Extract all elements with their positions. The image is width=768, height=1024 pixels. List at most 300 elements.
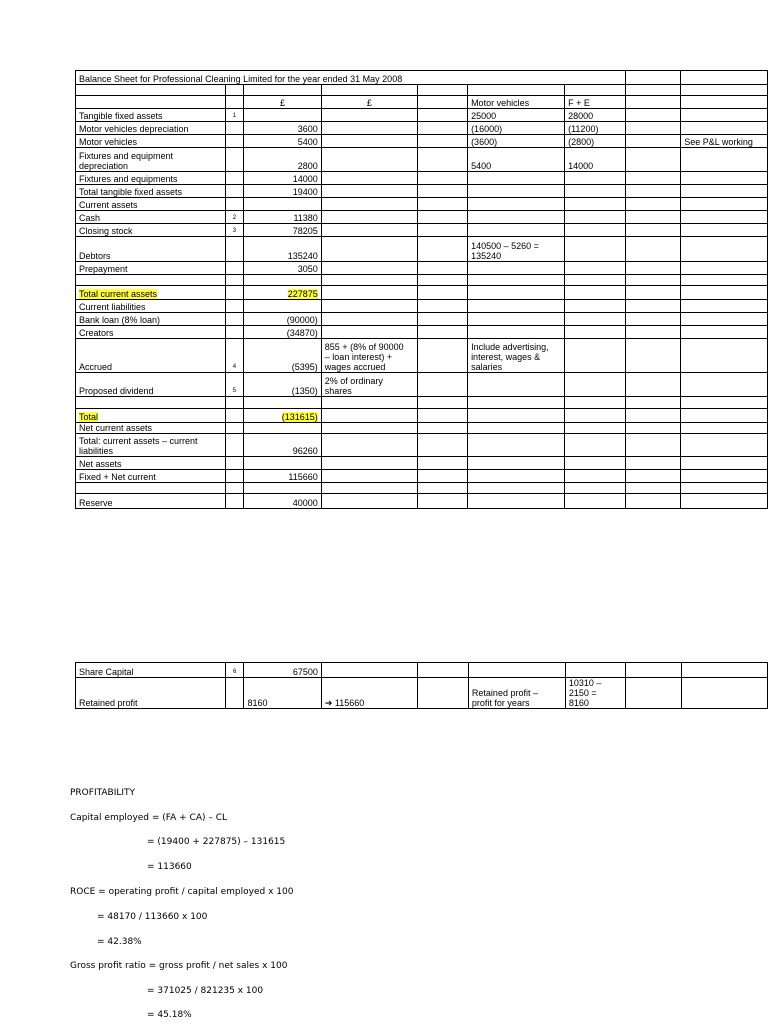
- table-row: [76, 224, 768, 237]
- table1-cell-r12-c7: [625, 237, 681, 262]
- table1-cell-r5-c8: See P&L working: [681, 135, 768, 148]
- table1-cell-r9-c4: [417, 198, 467, 211]
- table1-cell-r14-c2: [244, 275, 322, 286]
- table2-cell-r1-c7: [626, 678, 682, 709]
- table-row: [76, 122, 768, 135]
- table1-cell-r3-c1: 1: [225, 109, 243, 122]
- table1-cell-r25-c2: [244, 457, 322, 470]
- table1-cell-r7-c1: [225, 172, 243, 185]
- table1-cell-r1-c1: [225, 85, 243, 96]
- table1-cell-r17-c7: [625, 313, 681, 326]
- table-row: [76, 211, 768, 224]
- table1-cell-r4-c1: [225, 122, 243, 135]
- table1-cell-r3-c0: Tangible fixed assets: [76, 109, 226, 122]
- table1-cell-r19-c2: (5395): [244, 339, 322, 373]
- table1-cell-r15-c3: [321, 286, 417, 300]
- table1-cell-r10-c8: [681, 211, 768, 224]
- table1-cell-r4-c6: (11200): [565, 122, 625, 135]
- table1-cell-r12-c3: [321, 237, 417, 262]
- table1-cell-r15-c0: [76, 286, 226, 300]
- table-row: [76, 237, 768, 262]
- table1-cell-r6-c7: [625, 148, 681, 172]
- table1-cell-r26-c4: [417, 470, 467, 483]
- table1-cell-r5-c6: (2800): [565, 135, 625, 148]
- table1-cell-r14-c3: [321, 275, 417, 286]
- table1-cell-r6-c6: 14000: [565, 148, 625, 172]
- table2-cell-r1-c5: Retained profit – profit for years: [468, 678, 565, 709]
- table1-cell-r22-c4: [417, 409, 467, 423]
- table1-cell-r3-c8: [681, 109, 768, 122]
- table1-cell-r16-c0: Current liabilities: [76, 300, 226, 313]
- table1-cell-r8-c0: Total tangible fixed assets: [76, 185, 226, 198]
- table1-cell-r14-c6: [565, 275, 625, 286]
- table1-cell-r8-c8: [681, 185, 768, 198]
- table-row: [76, 172, 768, 185]
- table1-cell-r5-c2: 5400: [244, 135, 322, 148]
- table1-cell-r24-c5: [468, 434, 565, 457]
- table1-cell-r18-c8: [681, 326, 768, 339]
- table1-cell-r1-c0: [76, 85, 226, 96]
- table1-cell-r20-c5: [468, 373, 565, 397]
- table1-cell-r23-c7: [625, 423, 681, 434]
- table1-cell-r24-c6: [565, 434, 625, 457]
- table1-cell-r23-c6: [565, 423, 625, 434]
- table2-cell-r0-c8: [682, 663, 768, 678]
- table1-cell-r27-c8: [681, 483, 768, 494]
- highlighted-value: (131615): [281, 412, 318, 422]
- table1-cell-r1-c7: [625, 85, 681, 96]
- table1-cell-r27-c6: [565, 483, 625, 494]
- table1-cell-r4-c2: 3600: [244, 122, 322, 135]
- table1-cell-r16-c7: [625, 300, 681, 313]
- table1-cell-r6-c5: 5400: [468, 148, 565, 172]
- capital-employed-substitution: = (19400 + 227875) – 131615: [147, 837, 286, 847]
- table1-cell-r6-c3: [321, 148, 417, 172]
- table1-cell-r25-c7: [625, 457, 681, 470]
- table2-cell-r1-c0: Retained profit: [76, 678, 226, 709]
- table1-cell-r15-c1: [225, 286, 243, 300]
- table1-cell-r11-c2: 78205: [244, 224, 322, 237]
- table1-cell-r7-c6: [565, 172, 625, 185]
- table1-cell-r11-c1: 3: [225, 224, 243, 237]
- table-row: [76, 457, 768, 470]
- highlighted-value: Total: [79, 412, 99, 422]
- table1-cell-r17-c1: [225, 313, 243, 326]
- table1-cell-r14-c0: [76, 275, 226, 286]
- table1-cell-r12-c4: [417, 237, 467, 262]
- table1-cell-r23-c1: [225, 423, 243, 434]
- table1-cell-r9-c7: [625, 198, 681, 211]
- table1-cell-r13-c6: [565, 262, 625, 275]
- capital-employed-formula: Capital employed = (FA + CA) – CL: [70, 813, 228, 823]
- gross-profit-ratio-substitution: = 371025 / 821235 x 100: [147, 986, 264, 996]
- table1-cell-r11-c5: [468, 224, 565, 237]
- table1-cell-r18-c3: [321, 326, 417, 339]
- table1-cell-r8-c5: [468, 185, 565, 198]
- table1-cell-r10-c4: [417, 211, 467, 224]
- table1-cell-r7-c4: [417, 172, 467, 185]
- profitability-heading: PROFITABILITY: [70, 788, 136, 798]
- table1-cell-r17-c2: (90000): [244, 313, 322, 326]
- table1-cell-r2-c2: £: [244, 96, 322, 109]
- table2-cell-r0-c7: [626, 663, 682, 678]
- table-row: [76, 483, 768, 494]
- table1-cell-r1-c6: [565, 85, 625, 96]
- table1-cell-r8-c7: [625, 185, 681, 198]
- table1-cell-r18-c6: [565, 326, 625, 339]
- table1-cell-r22-c2: [244, 409, 322, 423]
- table1-cell-r0-c8: [681, 71, 768, 85]
- table1-cell-r24-c4: [417, 434, 467, 457]
- balance-sheet-table: [75, 70, 768, 509]
- table1-cell-r7-c2: 14000: [244, 172, 322, 185]
- table-row: [76, 373, 768, 397]
- table1-cell-r5-c1: [225, 135, 243, 148]
- table1-cell-r18-c7: [625, 326, 681, 339]
- table1-cell-r10-c2: 11380: [244, 211, 322, 224]
- table1-cell-r24-c0: Total: current assets – current liabilities: [76, 434, 226, 457]
- table2-cell-r1-c4: [418, 678, 469, 709]
- table1-cell-r25-c4: [417, 457, 467, 470]
- table1-cell-r12-c6: [565, 237, 625, 262]
- table1-cell-r12-c0: Debtors: [76, 237, 226, 262]
- table1-cell-r14-c7: [625, 275, 681, 286]
- table2-cell-r0-c1: 6: [225, 663, 244, 678]
- table1-cell-r12-c1: [225, 237, 243, 262]
- table1-cell-r4-c5: (16000): [468, 122, 565, 135]
- table1-cell-r2-c6: F + E: [565, 96, 625, 109]
- table1-cell-r17-c8: [681, 313, 768, 326]
- table-row: [76, 71, 768, 85]
- table1-cell-r28-c2: 40000: [244, 494, 322, 509]
- table1-cell-r5-c5: (3600): [468, 135, 565, 148]
- table1-cell-r16-c4: [417, 300, 467, 313]
- table1-cell-r10-c7: [625, 211, 681, 224]
- table1-cell-r4-c3: [321, 122, 417, 135]
- table1-cell-r27-c3: [321, 483, 417, 494]
- table1-cell-r17-c5: [468, 313, 565, 326]
- table1-cell-r3-c7: [625, 109, 681, 122]
- table1-cell-r13-c8: [681, 262, 768, 275]
- table-row: [76, 423, 768, 434]
- table1-cell-r16-c5: [468, 300, 565, 313]
- table1-cell-r23-c4: [417, 423, 467, 434]
- table1-cell-r21-c8: [681, 397, 768, 409]
- table1-cell-r26-c0: Fixed + Net current: [76, 470, 226, 483]
- table1-cell-r15-c5: [468, 286, 565, 300]
- table1-cell-r27-c5: [468, 483, 565, 494]
- table2-cell-r1-c2: 8160: [244, 678, 321, 709]
- table1-cell-r19-c7: [625, 339, 681, 373]
- table1-cell-r24-c1: [225, 434, 243, 457]
- table1-cell-r0-c0: Balance Sheet for Professional Cleaning Limited for the year ended 31 May 2008: [76, 71, 626, 85]
- table1-cell-r12-c2: 135240: [244, 237, 322, 262]
- table1-cell-r15-c8: [681, 286, 768, 300]
- table1-cell-r25-c1: [225, 457, 243, 470]
- table1-cell-r24-c8: [681, 434, 768, 457]
- table1-cell-r7-c0: Fixtures and equipments: [76, 172, 226, 185]
- table1-cell-r13-c7: [625, 262, 681, 275]
- table1-cell-r7-c8: [681, 172, 768, 185]
- table1-cell-r3-c2: [244, 109, 322, 122]
- table1-cell-r26-c1: [225, 470, 243, 483]
- table1-cell-r1-c3: [321, 85, 417, 96]
- table1-cell-r9-c2: [244, 198, 322, 211]
- table2-cell-r0-c4: [418, 663, 469, 678]
- table1-cell-r22-c6: [565, 409, 625, 423]
- table-row: [76, 185, 768, 198]
- table-row: [76, 262, 768, 275]
- table2-cell-r1-c6: 10310 – 2150 = 8160: [565, 678, 625, 709]
- table1-cell-r26-c2: 115660: [244, 470, 322, 483]
- roce-result: = 42.38%: [97, 937, 142, 947]
- table-row: [76, 85, 768, 96]
- table1-cell-r2-c0: [76, 96, 226, 109]
- table1-cell-r5-c0: Motor vehicles: [76, 135, 226, 148]
- table1-cell-r20-c4: [417, 373, 467, 397]
- table1-cell-r23-c5: [468, 423, 565, 434]
- table1-cell-r14-c4: [417, 275, 467, 286]
- table1-cell-r22-c0: [76, 409, 226, 423]
- table1-cell-r7-c3: [321, 172, 417, 185]
- table1-cell-r18-c1: [225, 326, 243, 339]
- table1-cell-r13-c0: Prepayment: [76, 262, 226, 275]
- table1-cell-r2-c5: Motor vehicles: [468, 96, 565, 109]
- table1-cell-r17-c6: [565, 313, 625, 326]
- table1-cell-r18-c4: [417, 326, 467, 339]
- table1-cell-r16-c6: [565, 300, 625, 313]
- table1-cell-r2-c7: [625, 96, 681, 109]
- table1-cell-r28-c8: [681, 494, 768, 509]
- table1-cell-r19-c0: Accrued: [76, 339, 226, 373]
- highlighted-value: Total current assets: [79, 289, 158, 299]
- table1-cell-r20-c7: [625, 373, 681, 397]
- table1-cell-r27-c4: [417, 483, 467, 494]
- table1-cell-r25-c8: [681, 457, 768, 470]
- table1-cell-r13-c5: [468, 262, 565, 275]
- table1-cell-r13-c4: [417, 262, 467, 275]
- table1-cell-r8-c6: [565, 185, 625, 198]
- table1-cell-r28-c4: [417, 494, 467, 509]
- table1-cell-r1-c4: [417, 85, 467, 96]
- table-row: [76, 148, 768, 172]
- table1-cell-r4-c4: [417, 122, 467, 135]
- table2-cell-r0-c3: [321, 663, 418, 678]
- table1-cell-r10-c0: Cash: [76, 211, 226, 224]
- table1-cell-r5-c4: [417, 135, 467, 148]
- table1-cell-r4-c8: [681, 122, 768, 135]
- table-row: [76, 275, 768, 286]
- table1-cell-r26-c7: [625, 470, 681, 483]
- table1-cell-r27-c1: [225, 483, 243, 494]
- table1-cell-r28-c3: [321, 494, 417, 509]
- table1-cell-r25-c3: [321, 457, 417, 470]
- table1-cell-r20-c3: 2% of ordinary shares: [321, 373, 417, 397]
- table1-cell-r17-c0: Bank loan (8% loan): [76, 313, 226, 326]
- table1-cell-r10-c6: [565, 211, 625, 224]
- table1-cell-r11-c6: [565, 224, 625, 237]
- table1-cell-r6-c1: [225, 148, 243, 172]
- table1-cell-r3-c3: [321, 109, 417, 122]
- table1-cell-r11-c0: Closing stock: [76, 224, 226, 237]
- table1-cell-r5-c3: [321, 135, 417, 148]
- capital-employed-result: = 113660: [147, 862, 192, 872]
- table1-cell-r11-c3: [321, 224, 417, 237]
- table1-cell-r9-c1: [225, 198, 243, 211]
- table1-cell-r16-c2: [244, 300, 322, 313]
- table1-cell-r15-c2: [244, 286, 322, 300]
- table1-cell-r6-c4: [417, 148, 467, 172]
- table-row: [76, 198, 768, 211]
- table1-cell-r10-c5: [468, 211, 565, 224]
- share-capital-table: [75, 662, 768, 709]
- table1-cell-r22-c1: [225, 409, 243, 423]
- table1-cell-r7-c5: [468, 172, 565, 185]
- table1-cell-r27-c0: [76, 483, 226, 494]
- table1-cell-r19-c8: [681, 339, 768, 373]
- table1-cell-r7-c7: [625, 172, 681, 185]
- table1-cell-r14-c1: [225, 275, 243, 286]
- table1-cell-r4-c0: Motor vehicles depreciation: [76, 122, 226, 135]
- table1-cell-r16-c3: [321, 300, 417, 313]
- table2-cell-r1-c8: [682, 678, 768, 709]
- table1-cell-r2-c1: [225, 96, 243, 109]
- table1-cell-r21-c6: [565, 397, 625, 409]
- table1-cell-r15-c6: [565, 286, 625, 300]
- table1-cell-r0-c7: [625, 71, 681, 85]
- table1-cell-r9-c5: [468, 198, 565, 211]
- table1-cell-r18-c0: Creators: [76, 326, 226, 339]
- table-row: [76, 434, 768, 457]
- table2-cell-r0-c2: 67500: [244, 663, 321, 678]
- table1-cell-r6-c8: [681, 148, 768, 172]
- table1-cell-r24-c7: [625, 434, 681, 457]
- table1-cell-r25-c6: [565, 457, 625, 470]
- table1-cell-r2-c4: [417, 96, 467, 109]
- table1-cell-r13-c2: 3050: [244, 262, 322, 275]
- table1-cell-r1-c8: [681, 85, 768, 96]
- table1-cell-r12-c8: [681, 237, 768, 262]
- table1-cell-r22-c3: [321, 409, 417, 423]
- table1-cell-r28-c6: [565, 494, 625, 509]
- table-row: [76, 409, 768, 423]
- table1-cell-r16-c8: [681, 300, 768, 313]
- roce-substitution: = 48170 / 113660 x 100: [97, 912, 208, 922]
- roce-formula: ROCE = operating profit / capital employed x 100: [70, 887, 294, 897]
- table1-cell-r11-c7: [625, 224, 681, 237]
- table1-cell-r20-c1: 5: [225, 373, 243, 397]
- table1-cell-r3-c5: 25000: [468, 109, 565, 122]
- table1-cell-r1-c5: [468, 85, 565, 96]
- table1-cell-r8-c1: [225, 185, 243, 198]
- table1-cell-r28-c1: [225, 494, 243, 509]
- table-row: [76, 494, 768, 509]
- table-row: [76, 109, 768, 122]
- table1-cell-r28-c5: [468, 494, 565, 509]
- table-row: [76, 313, 768, 326]
- table2-cell-r1-c3: ➔ 115660: [321, 678, 418, 709]
- table1-cell-r18-c2: (34870): [244, 326, 322, 339]
- table1-cell-r2-c8: [681, 96, 768, 109]
- table1-cell-r8-c3: [321, 185, 417, 198]
- table2-cell-r0-c5: [468, 663, 565, 678]
- table1-cell-r8-c2: 19400: [244, 185, 322, 198]
- table1-cell-r28-c7: [625, 494, 681, 509]
- table1-cell-r27-c2: [244, 483, 322, 494]
- table1-cell-r23-c2: [244, 423, 322, 434]
- table1-cell-r6-c0: Fixtures and equipment depreciation: [76, 148, 226, 172]
- table1-cell-r21-c7: [625, 397, 681, 409]
- table1-cell-r28-c0: Reserve: [76, 494, 226, 509]
- table1-cell-r13-c3: [321, 262, 417, 275]
- table2-cell-r1-c1: [225, 678, 244, 709]
- table1-cell-r11-c8: [681, 224, 768, 237]
- table1-cell-r21-c3: [321, 397, 417, 409]
- table1-cell-r3-c4: [417, 109, 467, 122]
- table1-cell-r14-c8: [681, 275, 768, 286]
- table1-cell-r18-c5: [468, 326, 565, 339]
- table1-cell-r9-c0: Current assets: [76, 198, 226, 211]
- table-row: [76, 470, 768, 483]
- table1-cell-r16-c1: [225, 300, 243, 313]
- table1-cell-r20-c2: (1350): [244, 373, 322, 397]
- table1-cell-r25-c0: Net assets: [76, 457, 226, 470]
- table-row: [76, 663, 768, 678]
- table1-cell-r14-c5: [468, 275, 565, 286]
- table1-cell-r27-c7: [625, 483, 681, 494]
- table1-cell-r26-c8: [681, 470, 768, 483]
- table-row: [76, 286, 768, 300]
- table1-cell-r20-c6: [565, 373, 625, 397]
- table1-cell-r6-c2: 2800: [244, 148, 322, 172]
- table1-cell-r4-c7: [625, 122, 681, 135]
- table1-cell-r21-c0: [76, 397, 226, 409]
- table1-cell-r21-c2: [244, 397, 322, 409]
- table1-cell-r9-c6: [565, 198, 625, 211]
- table1-cell-r23-c0: Net current assets: [76, 423, 226, 434]
- table1-cell-r15-c4: [417, 286, 467, 300]
- highlighted-value: 227875: [287, 289, 318, 299]
- table-row: [76, 135, 768, 148]
- table2-cell-r0-c6: [565, 663, 625, 678]
- table1-cell-r20-c8: [681, 373, 768, 397]
- table-row: [76, 326, 768, 339]
- table1-cell-r11-c4: [417, 224, 467, 237]
- table1-cell-r23-c8: [681, 423, 768, 434]
- table1-cell-r10-c1: 2: [225, 211, 243, 224]
- table1-cell-r19-c5: Include advertising, interest, wages & salaries: [468, 339, 565, 373]
- table-row: [76, 96, 768, 109]
- table-row: [76, 397, 768, 409]
- table-row: [76, 300, 768, 313]
- table1-cell-r20-c0: Proposed dividend: [76, 373, 226, 397]
- gross-profit-ratio-result: = 45.18%: [147, 1010, 192, 1020]
- table1-cell-r26-c6: [565, 470, 625, 483]
- table1-cell-r9-c3: [321, 198, 417, 211]
- table1-cell-r19-c3: 855 + (8% of 90000 – loan interest) + wages accrued: [321, 339, 417, 373]
- table1-cell-r17-c4: [417, 313, 467, 326]
- table1-cell-r22-c5: [468, 409, 565, 423]
- table2-cell-r0-c0: Share Capital: [76, 663, 226, 678]
- table1-cell-r8-c4: [417, 185, 467, 198]
- table-row: [76, 339, 768, 373]
- table1-cell-r17-c3: [321, 313, 417, 326]
- table1-cell-r21-c5: [468, 397, 565, 409]
- table1-cell-r10-c3: [321, 211, 417, 224]
- table1-cell-r12-c5: 140500 – 5260 = 135240: [468, 237, 565, 262]
- table1-cell-r13-c1: [225, 262, 243, 275]
- table1-cell-r1-c2: [244, 85, 322, 96]
